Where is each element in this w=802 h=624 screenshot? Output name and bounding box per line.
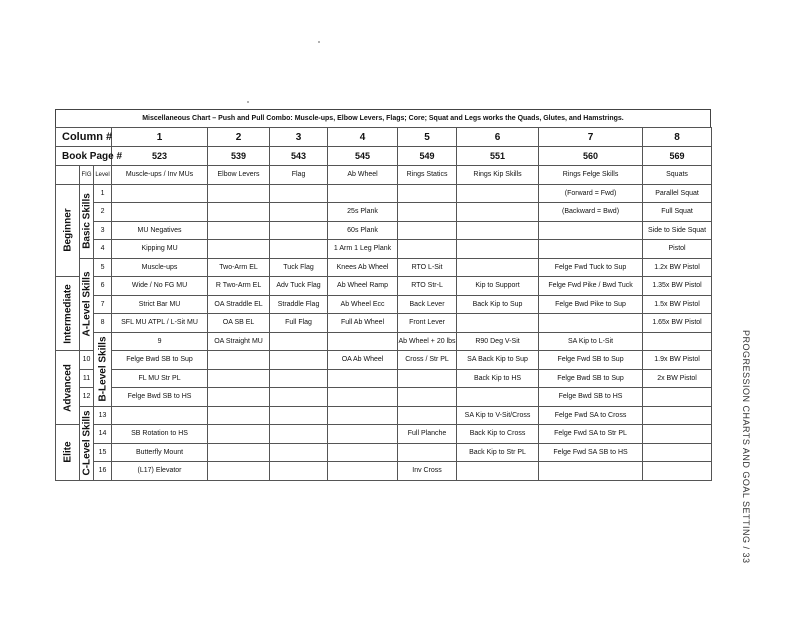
column-number-label: Column # [56,128,112,147]
skill-cell [398,184,457,203]
skill-tier-cell [80,258,94,351]
skill-cell: Back Kip to Sup [457,295,539,314]
skill-cell: SA Back Kip to Sup [457,351,539,370]
skill-cell [398,443,457,462]
skill-cell: 60s Plank [328,221,398,240]
level-row [56,406,712,425]
skill-cell: Felge Bwd Pike to Sup [539,295,643,314]
skill-cell: MU Negatives [112,221,208,240]
level-number: 10 [80,351,94,370]
book-page-cell: 545 [328,147,398,166]
skill-cell: Ab Wheel Ecc [328,295,398,314]
level-number: 9 [112,332,208,351]
level-row [56,277,712,296]
book-page-cell: 543 [270,147,328,166]
skill-cell [643,406,712,425]
column-number-cell: 2 [208,128,270,147]
skill-cell [457,258,539,277]
skill-cell [643,443,712,462]
skill-cell [208,240,270,259]
skill-cell [539,462,643,481]
skill-cell: 1.2x BW Pistol [643,258,712,277]
skill-cell [270,221,328,240]
skill-tier-cell [80,406,94,480]
skill-cell [270,369,328,388]
skill-cell: Felge Fwd Tuck to Sup [539,258,643,277]
column-number-cell: 1 [112,128,208,147]
difficulty-group-cell [56,277,80,351]
skill-cell: SA Kip to L-Sit [539,332,643,351]
skill-cell [643,332,712,351]
skill-header: Flag [270,166,328,185]
scan-speck [247,101,249,103]
column-number-cell: 5 [398,128,457,147]
level-number: 13 [94,406,112,425]
book-page-cell: 523 [112,147,208,166]
skill-cell [328,332,398,351]
skill-cell: OA Straddle EL [208,295,270,314]
skill-cell [457,314,539,333]
skill-cell: SB Rotation to HS [112,425,208,444]
difficulty-group-label: Intermediate [62,283,73,344]
skill-cell: Felge Bwd SB to Sup [112,351,208,370]
skill-cell [457,462,539,481]
difficulty-group-cell [56,184,80,277]
skill-cell [270,240,328,259]
blank-corner-cell [56,166,80,185]
skill-header: Squats [643,166,712,185]
skill-cell: Full Planche [398,425,457,444]
skill-cell: (L17) Elevator [112,462,208,481]
skill-cell: Side to Side Squat [643,221,712,240]
skill-cell [112,184,208,203]
level-header: Level [94,166,112,185]
skill-cell [328,369,398,388]
book-page-cell: 560 [539,147,643,166]
book-page-cell: 549 [398,147,457,166]
skill-cell: Pistol [643,240,712,259]
difficulty-group-cell [56,351,80,425]
column-number-cell: 3 [270,128,328,147]
skill-cell: Muscle-ups [112,258,208,277]
level-row [56,462,712,481]
skill-cell: Wide / No FG MU [112,277,208,296]
level-row [56,425,712,444]
skill-header: Ab Wheel [328,166,398,185]
skill-cell: Felge Fwd SA to Cross [539,406,643,425]
skill-cell: RTO Str-L [398,277,457,296]
skill-cell [457,184,539,203]
skill-cell [398,203,457,222]
skill-cell: SA Kip to V-Sit/Cross [457,406,539,425]
skill-cell [328,462,398,481]
skill-cell [208,443,270,462]
skill-cell: Felge Fwd Pike / Bwd Tuck [539,277,643,296]
skill-cell: 1.9x BW Pistol [643,351,712,370]
skill-header: Elbow Levers [208,166,270,185]
skill-header: Muscle-ups / Inv MUs [112,166,208,185]
book-page-label: Book Page # [56,147,112,166]
skill-tier-cell [80,184,94,258]
difficulty-group-label: Advanced [62,363,73,412]
skill-header: Rings Statics [398,166,457,185]
fig-header: FIG [80,166,94,185]
level-number: 6 [94,277,112,296]
skill-cell [398,406,457,425]
skill-header: Rings Felge Skills [539,166,643,185]
skill-cell: Back Kip to Str PL [457,443,539,462]
difficulty-group-cell [56,425,80,481]
skill-cell: 25s Plank [328,203,398,222]
skill-cell: Ab Wheel Ramp [328,277,398,296]
skill-cell [643,388,712,407]
book-page-cell: 551 [457,147,539,166]
skill-cell [270,425,328,444]
level-row [56,351,712,370]
skill-cell: Back Kip to HS [457,369,539,388]
skill-cell: Butterfly Mount [112,443,208,462]
book-page-row [56,147,712,166]
skill-cell [457,240,539,259]
page-footer [736,330,756,564]
level-row [56,258,712,277]
skill-cell [270,184,328,203]
skill-cell [539,240,643,259]
skill-cell: 1.5x BW Pistol [643,295,712,314]
skill-cell: Knees Ab Wheel [328,258,398,277]
skill-cell: R90 Deg V-Sit [457,332,539,351]
page-footer-text: PROGRESSION CHARTS AND GOAL SETTING / 33 [741,330,751,564]
skill-cell: 1.65x BW Pistol [643,314,712,333]
skill-cell [112,203,208,222]
chart-title: Miscellaneous Chart – Push and Pull Combo: Muscle-ups, Elbow Levers, Flags; Core; Squat and Legs works the Quads, Glutes, and Hamstrings. [55,109,711,128]
level-number: 2 [94,203,112,222]
skill-cell [398,369,457,388]
book-page-cell: 539 [208,147,270,166]
skill-cell: RTO L-Sit [398,258,457,277]
level-row [56,203,712,222]
skill-cell: Front Lever [398,314,457,333]
level-row [56,295,712,314]
skill-cell [208,184,270,203]
skill-cell: Full Flag [270,314,328,333]
level-number: 15 [94,443,112,462]
skill-cell: 1.35x BW Pistol [643,277,712,296]
skill-tier-label: A-Level Skills [81,271,92,337]
skill-cell [398,221,457,240]
difficulty-group-label: Elite [62,441,73,463]
difficulty-group-label: Beginner [62,208,73,252]
skill-cell [457,388,539,407]
skill-cell: Back Lever [398,295,457,314]
column-number-cell: 8 [643,128,712,147]
skill-tier-cell [94,332,112,406]
level-row [56,443,712,462]
skill-cell: Inv Cross [398,462,457,481]
skill-tier-label: Basic Skills [81,193,92,249]
skill-cell: OA SB EL [208,314,270,333]
level-number: 4 [94,240,112,259]
skill-cell: Felge Fwd SB to Sup [539,351,643,370]
skill-header: Rings Kip Skills [457,166,539,185]
progression-table [55,127,712,481]
level-number: 14 [94,425,112,444]
skill-cell [328,184,398,203]
column-number-cell: 4 [328,128,398,147]
skill-cell: (Forward = Fwd) [539,184,643,203]
skill-cell [457,203,539,222]
skill-cell: FL MU Str PL [112,369,208,388]
skill-cell [270,332,328,351]
level-number: 11 [80,369,94,388]
skill-cell [539,314,643,333]
skill-cell [208,203,270,222]
skill-cell: Straddle Flag [270,295,328,314]
skill-cell [270,203,328,222]
level-number: 8 [94,314,112,333]
level-number: 7 [94,295,112,314]
level-number: 1 [94,184,112,203]
sub-header-row [56,166,712,185]
skill-cell: R Two-Arm EL [208,277,270,296]
skill-cell: Full Squat [643,203,712,222]
skill-cell [270,462,328,481]
skill-cell [328,425,398,444]
level-row [56,184,712,203]
skill-cell: Adv Tuck Flag [270,277,328,296]
skill-cell [112,406,208,425]
skill-cell [398,240,457,259]
level-number: 3 [94,221,112,240]
skill-cell [208,369,270,388]
level-row [56,240,712,259]
level-row [56,332,712,351]
skill-cell [208,351,270,370]
skill-cell: SFL MU ATPL / L-Sit MU [112,314,208,333]
skill-cell: Back Kip to Cross [457,425,539,444]
skill-cell [398,388,457,407]
skill-tier-label: C-Level Skills [81,410,92,476]
skill-cell: Felge Bwd SB to HS [112,388,208,407]
level-row [56,221,712,240]
skill-cell [643,462,712,481]
skill-cell: Full Ab Wheel [328,314,398,333]
skill-cell [539,221,643,240]
skill-cell: OA Ab Wheel [328,351,398,370]
skill-cell [208,462,270,481]
skill-cell: Parallel Squat [643,184,712,203]
skill-cell: Two-Arm EL [208,258,270,277]
skill-cell [328,406,398,425]
skill-cell: Felge Bwd SB to Sup [539,369,643,388]
skill-cell [643,425,712,444]
skill-cell: 2x BW Pistol [643,369,712,388]
skill-cell [208,425,270,444]
level-row [56,369,712,388]
skill-cell: Felge Fwd SA to Str PL [539,425,643,444]
skill-cell: Kip to Support [457,277,539,296]
skill-cell [208,406,270,425]
skill-cell [270,443,328,462]
skill-cell [208,221,270,240]
level-number: 12 [80,388,94,407]
skill-cell: OA Straight MU [208,332,270,351]
level-number: 16 [94,462,112,481]
level-row [56,388,712,407]
column-number-row [56,128,712,147]
skill-cell [270,388,328,407]
skill-cell [328,443,398,462]
skill-cell: 1 Arm 1 Leg Plank [328,240,398,259]
skill-cell: Felge Bwd SB to HS [539,388,643,407]
skill-cell [457,221,539,240]
column-number-cell: 7 [539,128,643,147]
skill-cell: (Backward = Bwd) [539,203,643,222]
level-row [56,314,712,333]
skill-cell: Felge Fwd SA SB to HS [539,443,643,462]
level-number: 5 [94,258,112,277]
skill-cell [328,388,398,407]
scan-speck [318,41,320,43]
skill-cell [270,406,328,425]
skill-cell [208,388,270,407]
skill-cell: Kipping MU [112,240,208,259]
skill-cell [270,351,328,370]
skill-cell: Cross / Str PL [398,351,457,370]
skill-cell: Ab Wheel + 20 lbs [398,332,457,351]
skill-cell: Strict Bar MU [112,295,208,314]
skill-cell: Tuck Flag [270,258,328,277]
skill-tier-label: B-Level Skills [97,336,109,402]
book-page-cell: 569 [643,147,712,166]
column-number-cell: 6 [457,128,539,147]
